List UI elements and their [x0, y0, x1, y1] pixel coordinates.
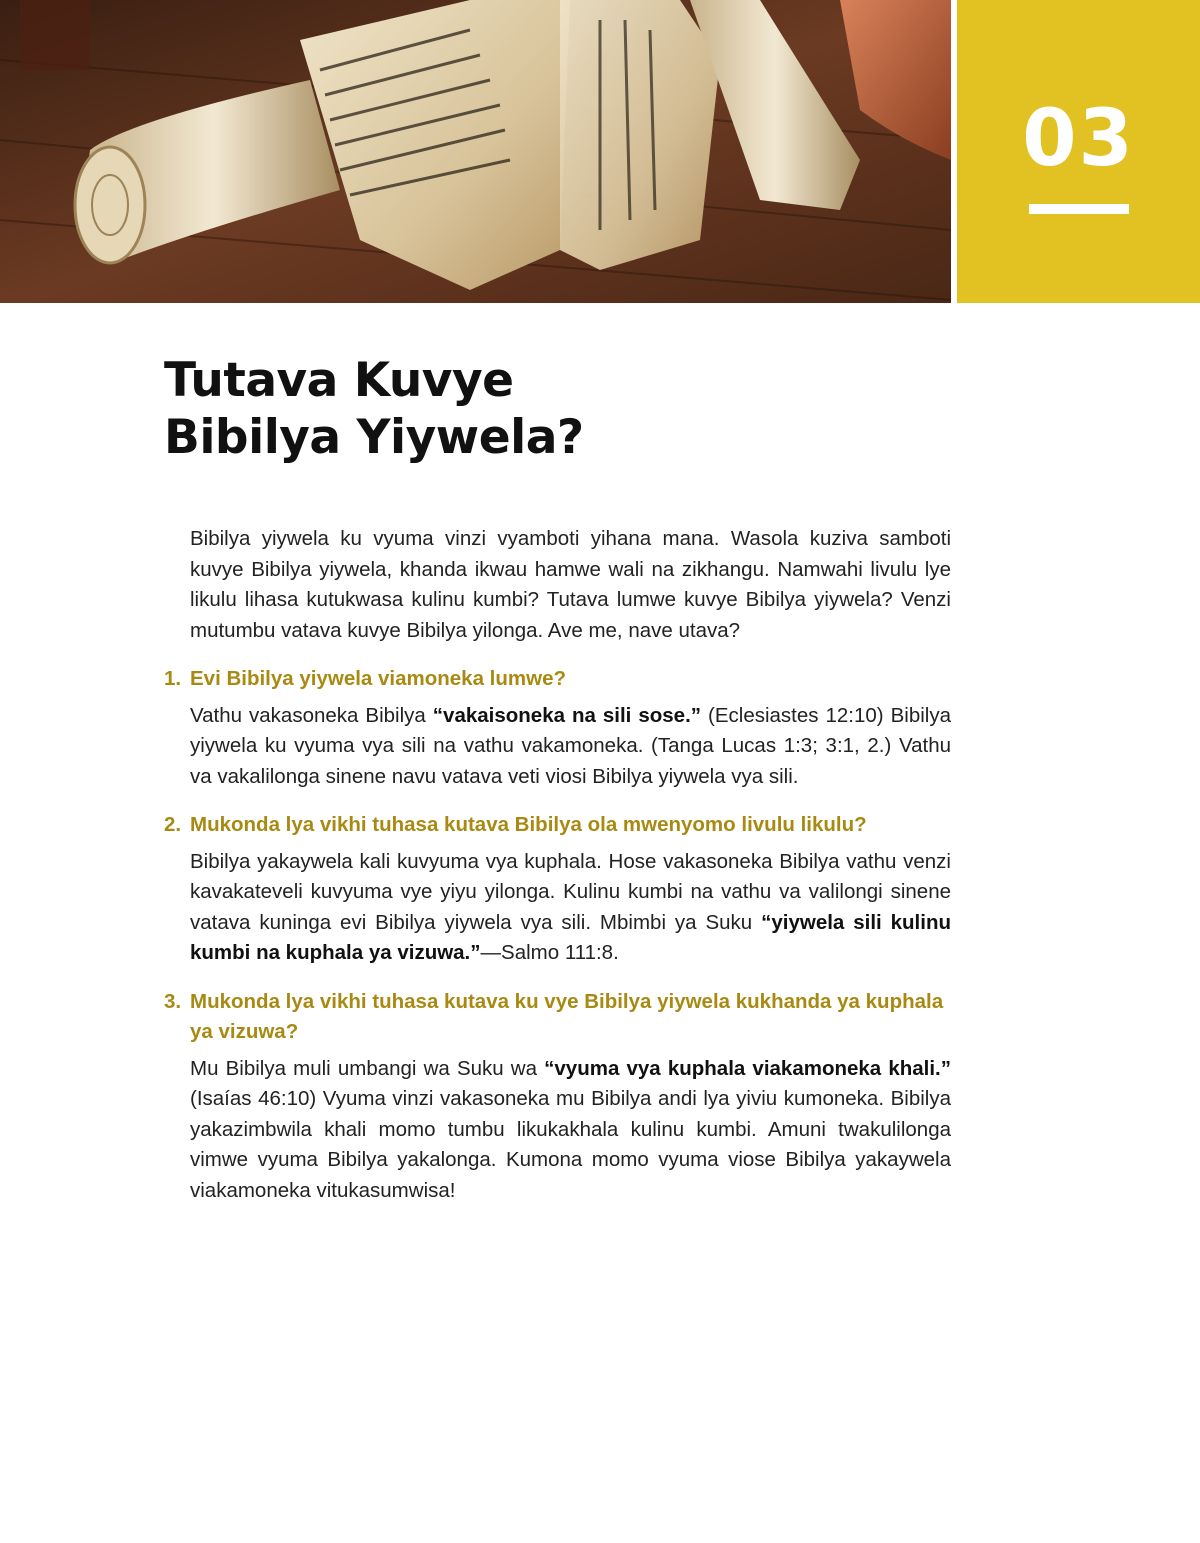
- question-number: 1.: [164, 667, 182, 690]
- page-title: [164, 352, 584, 466]
- question-number: 2.: [164, 813, 182, 836]
- answer-text: Vathu vakasoneka Bibilya: [190, 703, 433, 727]
- lesson-content: [164, 524, 951, 1224]
- question-text: Mukonda lya vikhi tuhasa kutava Bibilya ola mwenyomo livulu likulu?: [190, 813, 867, 836]
- answer-text: Mu Bibilya muli umbangi wa Suku wa: [190, 1056, 545, 1080]
- section-1: [164, 664, 951, 792]
- question-heading: [164, 810, 951, 841]
- answer-paragraph: [190, 701, 951, 793]
- answer-text: Bibilya yakaywela kali kuvyuma vya kuphala. Hose vakasoneka Bibilya vathu venzi kavakateveli kuvyuma vye yiyu yilonga. Kulinu kumbi na vathu va valilongi sinene vatava kuninga evi Bibilya yiywela vya sili. Mbimbi ya Suku: [190, 849, 951, 934]
- question-heading: [164, 987, 951, 1048]
- hero-image-scrolls: [0, 0, 951, 303]
- answer-quote: “yiywela sili kulinu kumbi na kuphala ya vizuwa.”: [190, 910, 951, 964]
- question-text: Mukonda lya vikhi tuhasa kutava ku vye Bibilya yiywela kukhanda ya kuphala ya vizuwa?: [190, 989, 944, 1043]
- answer-text: (Eclesiastes 12:10) Bibilya yiywela ku vyuma vya sili na vathu vakamoneka. (Tanga Lucas 1:3; 3:1, 2.) Vathu va vakalilonga sinene navu vatava veti viosi Bibilya yiywela vya sili.: [190, 703, 951, 788]
- answer-quote: “vakaisoneka na sili sose.”: [432, 703, 702, 727]
- question-text: Evi Bibilya yiywela viamoneka lumwe?: [190, 667, 566, 690]
- title-line-1: Tutava Kuvye: [164, 353, 514, 408]
- lesson-number-badge: [957, 0, 1200, 303]
- badge-underline: [1029, 204, 1129, 214]
- lesson-number: 03: [1022, 94, 1135, 184]
- answer-text: —Salmo 111:8.: [480, 941, 619, 964]
- answer-quote: “vyuma vya kuphala viakamoneka khali.”: [544, 1056, 951, 1080]
- intro-paragraph: Bibilya yiywela ku vyuma vinzi vyamboti yihana mana. Wasola kuziva samboti kuvye Bibilya yiywela, khanda ikwau hamwe wali na zikhangu. Namwahi livulu lye likulu lihasa kutukwasa kulinu kumbi? Tutava lumwe kuvye Bibilya yiywela? Venzi mutumbu vatava kuvye Bibilya yilonga. Ave me, nave utava?: [190, 527, 951, 642]
- scrolls-illustration: [0, 0, 951, 303]
- answer-paragraph: [190, 847, 951, 969]
- title-line-2: Bibilya Yiywela?: [164, 410, 584, 465]
- section-2: [164, 810, 951, 969]
- question-number: 3.: [164, 989, 182, 1013]
- answer-text: (Isaías 46:10) Vyuma vinzi vakasoneka mu Bibilya andi lya yiviu kumoneka. Bibilya yakazimbwila khali momo tumbu likukakhala kulinu kumbi. Amuni twakulilonga vimwe vyuma Bibilya yakalonga. Kumona momo vyuma viose Bibilya yakaywela viakamoneka vitukasumwisa!: [190, 1087, 951, 1202]
- answer-paragraph: [190, 1054, 951, 1207]
- question-heading: [164, 664, 951, 695]
- section-3: [164, 987, 951, 1207]
